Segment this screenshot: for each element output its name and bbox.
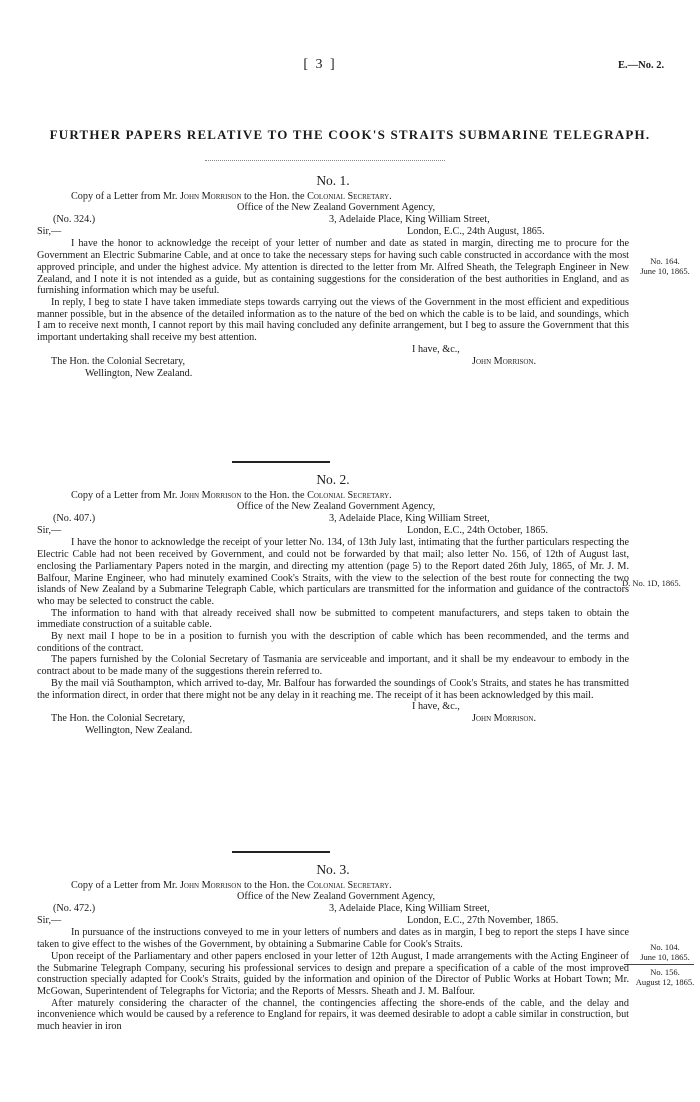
margin-note: D. No. 1D, 1865. [622,578,681,588]
paragraph: In reply, I beg to state I have taken immediate steps towards carrying out the views of the Government in the most efficient and expeditious manner possible, but in the absence of the detailed information as to the nature of the bed on which the cable is to be laid, and soundings, which I am to receive next month, I cannot report by this mail having concluded any definite arrangement, but I beg to assure the Government that this important undertaking shall receive my best attention. [37,296,629,344]
letter-caption: Copy of a Letter from Mr. John Morrison to the Hon. the Colonial Secretary. [71,879,392,891]
letter-ref: (No. 407.) [53,513,96,525]
letter-number: No. 3. [316,862,350,877]
addressee-place: Wellington, New Zealand. [85,725,193,737]
margin-note: August 12, 1865. [635,977,695,987]
salutation: Sir,— [37,226,62,238]
margin-note: June 10, 1865. [640,952,690,962]
office-line: Office of the New Zealand Government Agency, [237,501,436,513]
recipient-name: Colonial Secretary [307,489,390,501]
addressee: The Hon. the Colonial Secretary, [51,713,185,725]
place-date: London, E.C., 27th November, 1865. [407,915,559,927]
paragraph: In pursuance of the instructions conveyed to me in your letters of numbers and dates as in margin, I beg to report the steps I have since taken to give effect to the wishes of the Government, by obtaining a Submarine Cable for Cook's Straits. [37,927,629,951]
address-line: 3, Adelaide Place, King William Street, [329,214,490,226]
letter-ref: (No. 472.) [53,903,96,915]
sender-name: John Morrison [179,190,242,202]
letter-number: No. 2. [316,472,350,487]
letter-3 [37,864,629,1033]
section-divider [232,851,330,853]
margin-note: No. 156. [650,967,680,977]
office-line: Office of the New Zealand Government Agency, [237,202,436,214]
addressee-place: Wellington, New Zealand. [85,367,193,379]
paragraph: After maturely considering the character of the channel, the contingencies affecting the shore-ends of the cable, and the delay and inconvenience which would be caused by a reference to England for repairs, it was deemed desirable to adopt a cable similar in construction, but much heavier in iron [37,997,629,1033]
closing: I have, &c., [412,343,460,355]
page-number: [ 3 ] [303,57,337,72]
paragraph: The information to hand with that already received shall now be submitted to competent manufacturers, and steps taken to obtain the immediate construction of a suitable cable. [37,607,629,631]
paragraph: I have the honor to acknowledge the receipt of your letter No. 134, of 13th July last, intimating that the further particulars respecting the Electric Cable had not been received by Government, and could not be forwarded by that mail; also letter No. 156, of 12th of August last, enclosing the Parliamentary Papers noted in the margin, and directing my attention (page 5) to the Report dated 26th July, 1865, of Mr. J. M. Balfour, Marine Engineer, who had minutely examined Cook's Straits, with the view to the selection of the best route for connecting the two islands of New Zealand by a Submarine Telegraph Cable, which particulars are transmitted for the information and guidance of the contractors who may be selected to construct the cable. [37,537,629,607]
signature: John Morrison. [472,355,537,367]
margin-note: No. 104. [650,942,680,952]
letter-caption: Copy of a Letter from Mr. John Morrison to the Hon. the Colonial Secretary. [71,489,392,501]
letter-number: No. 1. [316,173,350,188]
margin-rule [624,964,694,965]
place-date: London, E.C., 24th August, 1865. [407,226,545,238]
margin-note: No. 164. [650,256,680,266]
document-title: FURTHER PAPERS RELATIVE TO THE COOK'S STRAITS SUBMARINE TELEGRAPH. [49,127,651,142]
addressee: The Hon. the Colonial Secretary, [51,355,185,367]
paragraph: By next mail I hope to be in a position to furnish you with the description of cable which has been recommended, and the terms and conditions of the contract. [37,631,629,654]
paragraph: Upon receipt of the Parliamentary and other papers enclosed in your letter of 12th August, I made arrangements with the Acting Engineer of the Submarine Telegraph Company, securing his professional services to design and prepare a specification of a cable of the most improved construction specially adapted for Cook's Straits, guided by the information and opinion of the Director of Public Works at Hobart Town; Mr. McGowan, Superintendent of Telegraphs for Victoria; and the Reports of Messrs. Sheath and J. M. Balfour. [37,950,629,997]
letter-ref: (No. 324.) [53,214,96,226]
sender-name: John Morrison [179,879,242,891]
paragraph: I have the honor to acknowledge the receipt of your letter of number and date as stated in margin, directing me to procure for the Government an Electric Submarine Cable, and at once to take the necessary steps for having such cable constructed in accordance with the most approved principle, and under the highest advice. My attention is directed to the letter from Mr. Alfred Sheath, the Telegraph Engineer in New Zealand, and I note it is not intended as a guide, but as containing suggestions for the consideration of the best authorities in England, and as furnishing information which may be useful. [37,238,629,297]
address-line: 3, Adelaide Place, King William Street, [329,903,490,915]
section-divider [232,461,330,463]
letter-caption: Copy of a Letter from Mr. John Morrison to the Hon. the Colonial Secretary. [71,190,392,202]
title-ornament-rule [205,160,445,161]
document-reference: E.—No. 2. [618,60,665,71]
signature: John Morrison. [472,713,537,725]
closing: I have, &c., [412,701,460,713]
address-line: 3, Adelaide Place, King William Street, [329,513,490,525]
recipient-name: Colonial Secretary [307,879,390,891]
paragraph: The papers furnished by the Colonial Secretary of Tasmania are serviceable and important, and it shall be my endeavour to embody in the contract about to be made many of the suggestions therein referred to. [37,654,629,678]
paragraph: By the mail viâ Southampton, which arrived to-day, Mr. Balfour has forwarded the soundings of Cook's Straits, and states he has transmitted the information direct, in order that there might not be any delay in it reaching me. The receipt of it has been acknowledged by this mail. [37,677,629,701]
margin-note: June 10, 1865. [640,266,690,276]
letter-2 [37,474,629,737]
recipient-name: Colonial Secretary [307,190,390,202]
letter-1 [37,175,629,380]
salutation: Sir,— [37,525,62,537]
place-date: London, E.C., 24th October, 1865. [407,525,549,537]
office-line: Office of the New Zealand Government Agency, [237,891,436,903]
sender-name: John Morrison [179,489,242,501]
salutation: Sir,— [37,915,62,927]
